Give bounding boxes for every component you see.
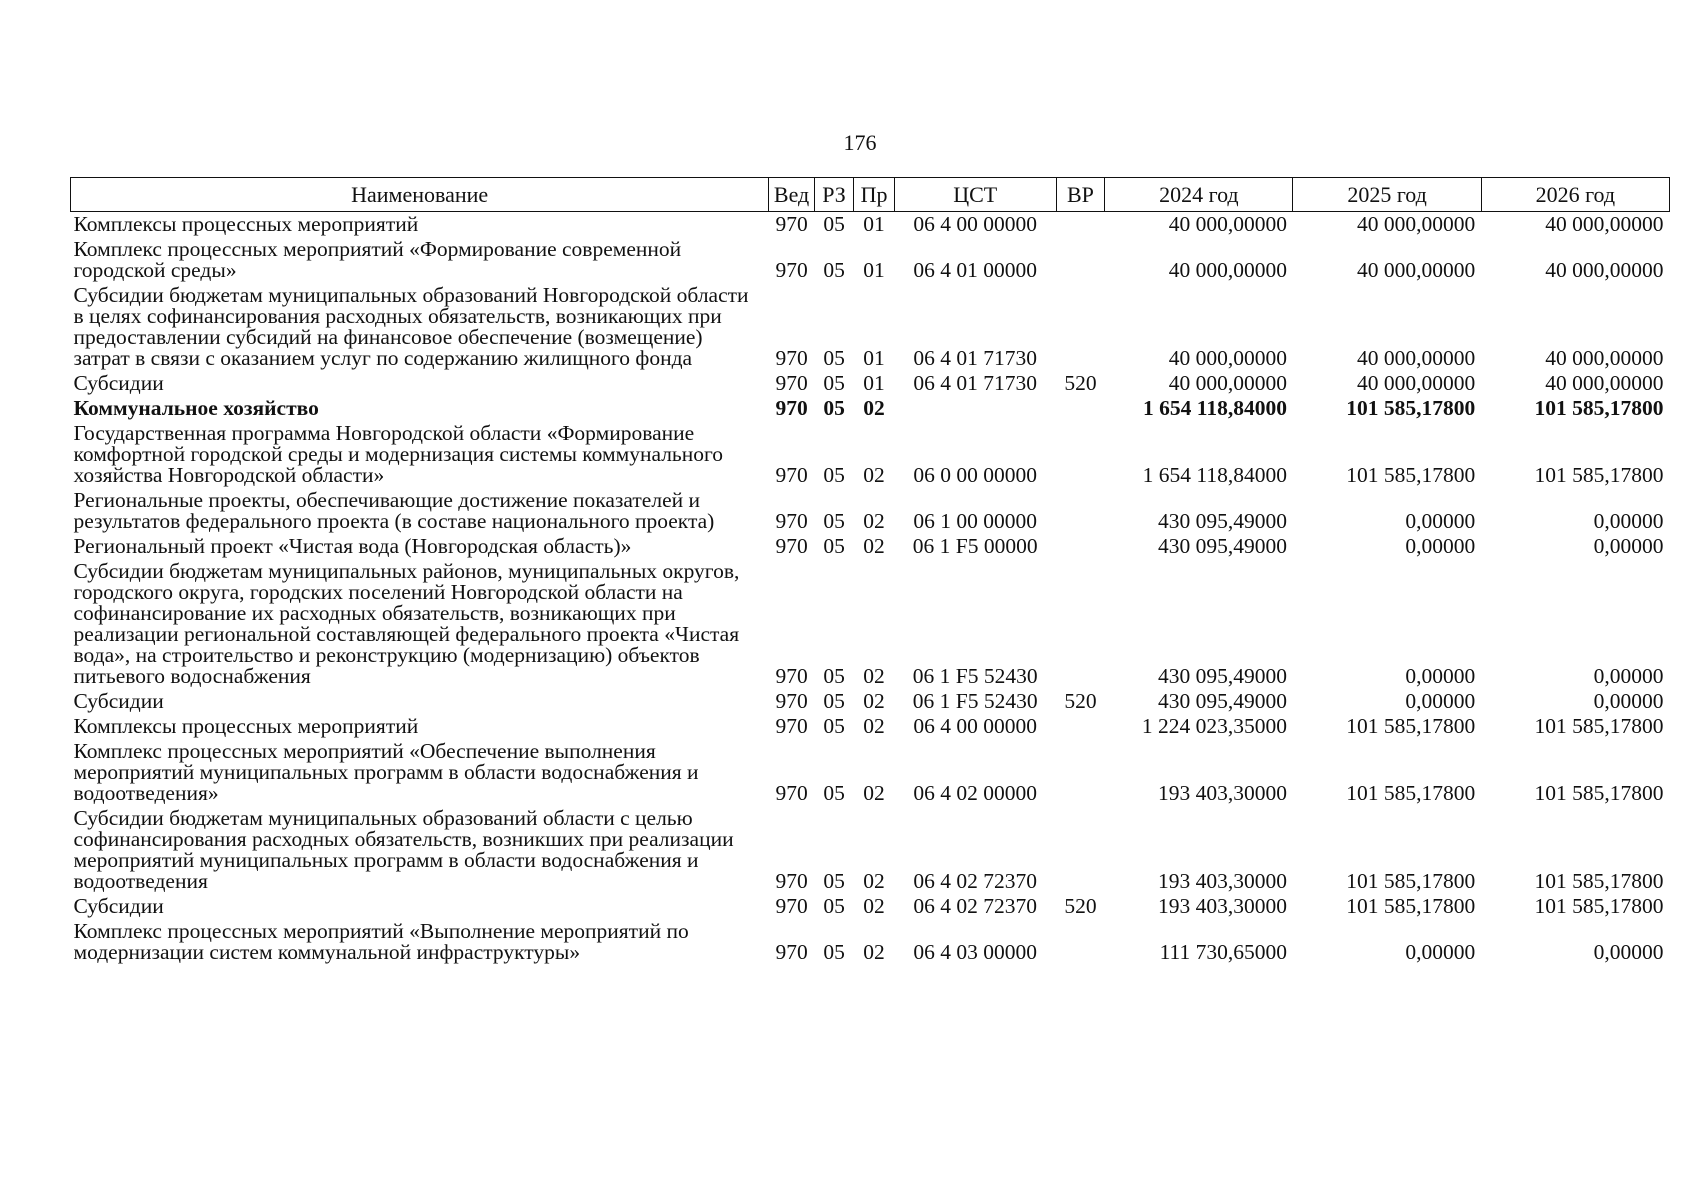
row-ved: 970 bbox=[775, 940, 808, 964]
row-vr bbox=[1056, 421, 1105, 488]
row-2026: 0,00000 bbox=[1593, 689, 1664, 713]
row-2025: 101 585,17800 bbox=[1346, 463, 1476, 487]
row-cst: 06 4 00 00000 bbox=[913, 714, 1038, 738]
row-2026: 0,00000 bbox=[1593, 664, 1664, 688]
row-2024: 1 654 118,84000 bbox=[1143, 396, 1287, 420]
row-2026: 0,00000 bbox=[1593, 534, 1664, 558]
header-cst: ЦСТ bbox=[894, 178, 1056, 212]
row-rz: 05 bbox=[823, 781, 845, 805]
row-rz: 05 bbox=[823, 346, 845, 370]
header-ved: Вед bbox=[769, 178, 815, 212]
row-name: Комплекс процессных мероприятий «Обеспечение выполнения мероприятий муниципальных программ в области водоснабжения и водоотведения» bbox=[73, 739, 699, 805]
row-ved: 970 bbox=[775, 258, 808, 282]
row-ved: 970 bbox=[775, 869, 808, 893]
row-vr bbox=[1056, 237, 1105, 283]
header-name: Наименование bbox=[71, 178, 769, 212]
row-name: Государственная программа Новгородской области «Формирование комфортной городской среды и модернизация системы коммунального хозяйства Новгородской области» bbox=[73, 421, 724, 487]
row-2025: 40 000,00000 bbox=[1356, 371, 1476, 395]
row-ved: 970 bbox=[775, 346, 808, 370]
table-row bbox=[71, 714, 1670, 739]
row-pr: 02 bbox=[863, 509, 885, 533]
row-vr bbox=[1056, 212, 1105, 238]
row-rz: 05 bbox=[823, 689, 845, 713]
row-ved: 970 bbox=[775, 664, 808, 688]
row-pr: 02 bbox=[863, 940, 885, 964]
row-vr bbox=[1056, 739, 1105, 806]
header-vr: ВР bbox=[1056, 178, 1105, 212]
row-vr bbox=[1056, 283, 1105, 371]
row-pr: 02 bbox=[863, 781, 885, 805]
table-row bbox=[71, 806, 1670, 894]
row-2026: 101 585,17800 bbox=[1534, 463, 1664, 487]
row-cst: 06 1 F5 52430 bbox=[912, 664, 1038, 688]
row-cst: 06 1 F5 52430 bbox=[912, 689, 1038, 713]
row-2024: 40 000,00000 bbox=[1168, 371, 1287, 395]
row-pr: 01 bbox=[863, 212, 885, 236]
row-ved: 970 bbox=[775, 212, 808, 236]
row-rz: 05 bbox=[823, 258, 845, 282]
row-2024: 430 095,49000 bbox=[1157, 509, 1287, 533]
row-2025: 0,00000 bbox=[1405, 534, 1476, 558]
row-cst: 06 4 02 00000 bbox=[913, 781, 1038, 805]
row-2024: 40 000,00000 bbox=[1168, 212, 1287, 236]
table-row bbox=[71, 488, 1670, 534]
table-row bbox=[71, 689, 1670, 714]
row-2025: 101 585,17800 bbox=[1346, 894, 1476, 918]
row-rz: 05 bbox=[823, 509, 845, 533]
row-2026: 101 585,17800 bbox=[1534, 714, 1664, 738]
header-2024: 2024 год bbox=[1105, 178, 1293, 212]
row-2025: 101 585,17800 bbox=[1346, 396, 1476, 420]
row-cst: 06 4 01 71730 bbox=[913, 371, 1038, 395]
row-2024: 193 403,30000 bbox=[1157, 869, 1287, 893]
table-row bbox=[71, 212, 1670, 238]
row-vr: 520 bbox=[1064, 371, 1097, 395]
header-pr: Пр bbox=[854, 178, 894, 212]
row-name: Коммунальное хозяйство bbox=[73, 396, 319, 420]
table-row bbox=[71, 559, 1670, 689]
row-cst: 06 4 01 00000 bbox=[913, 258, 1038, 282]
row-rz: 05 bbox=[823, 463, 845, 487]
table-row bbox=[71, 421, 1670, 488]
row-name: Субсидии bbox=[73, 371, 164, 395]
row-pr: 02 bbox=[863, 664, 885, 688]
row-2024: 193 403,30000 bbox=[1157, 894, 1287, 918]
row-2025: 101 585,17800 bbox=[1346, 714, 1476, 738]
row-2024: 430 095,49000 bbox=[1157, 689, 1287, 713]
row-pr: 02 bbox=[863, 463, 885, 487]
row-2024: 430 095,49000 bbox=[1157, 664, 1287, 688]
row-name: Субсидии бюджетам муниципальных образований Новгородской области в целях софинансирования расходных обязательств, возникающих при предоставлении субсидий на финансовое обеспечение (возмещение) затрат в связи с оказанием услуг по содержанию жилищного фонда bbox=[73, 283, 749, 370]
row-2026: 101 585,17800 bbox=[1534, 396, 1664, 420]
row-name: Субсидии bbox=[73, 894, 164, 918]
row-ved: 970 bbox=[775, 509, 808, 533]
row-cst: 06 4 02 72370 bbox=[913, 869, 1038, 893]
row-rz: 05 bbox=[823, 664, 845, 688]
row-2024: 40 000,00000 bbox=[1168, 258, 1287, 282]
row-name: Региональный проект «Чистая вода (Новгородская область)» bbox=[73, 534, 632, 558]
row-2026: 101 585,17800 bbox=[1534, 869, 1664, 893]
row-pr: 02 bbox=[863, 869, 885, 893]
row-cst: 06 1 00 00000 bbox=[913, 509, 1038, 533]
row-rz: 05 bbox=[823, 212, 845, 236]
row-ved: 970 bbox=[775, 714, 808, 738]
table-row bbox=[71, 237, 1670, 283]
row-pr: 02 bbox=[863, 894, 885, 918]
row-cst: 06 4 00 00000 bbox=[913, 212, 1038, 236]
row-vr bbox=[1056, 396, 1105, 421]
row-ved: 970 bbox=[775, 396, 808, 420]
row-name: Комплексы процессных мероприятий bbox=[73, 714, 419, 738]
table-row bbox=[71, 371, 1670, 396]
row-2025: 101 585,17800 bbox=[1346, 781, 1476, 805]
row-name: Комплексы процессных мероприятий bbox=[73, 212, 419, 236]
row-2024: 193 403,30000 bbox=[1157, 781, 1287, 805]
row-cst: 06 0 00 00000 bbox=[913, 463, 1038, 487]
row-rz: 05 bbox=[823, 371, 845, 395]
row-name: Комплекс процессных мероприятий «Выполнение мероприятий по модернизации систем коммунальной инфраструктуры» bbox=[73, 919, 689, 964]
header-rz: РЗ bbox=[814, 178, 853, 212]
row-vr bbox=[1056, 714, 1105, 739]
row-2025: 0,00000 bbox=[1405, 664, 1476, 688]
row-ved: 970 bbox=[775, 689, 808, 713]
row-2026: 101 585,17800 bbox=[1534, 894, 1664, 918]
row-2026: 101 585,17800 bbox=[1534, 781, 1664, 805]
row-2025: 0,00000 bbox=[1405, 689, 1476, 713]
row-2024: 1 224 023,35000 bbox=[1141, 714, 1287, 738]
row-ved: 970 bbox=[775, 781, 808, 805]
row-name: Субсидии bbox=[73, 689, 164, 713]
row-rz: 05 bbox=[823, 396, 845, 420]
row-rz: 05 bbox=[823, 894, 845, 918]
row-rz: 05 bbox=[823, 534, 845, 558]
row-pr: 01 bbox=[863, 371, 885, 395]
row-ved: 970 bbox=[775, 894, 808, 918]
row-vr bbox=[1056, 559, 1105, 689]
table-row bbox=[71, 283, 1670, 371]
row-2026: 40 000,00000 bbox=[1545, 258, 1664, 282]
row-ved: 970 bbox=[775, 534, 808, 558]
row-pr: 01 bbox=[863, 258, 885, 282]
row-name: Субсидии бюджетам муниципальных районов, муниципальных округов, городского округа, городских поселений Новгородской области на софинансирование их расходных обязательств, возникающих при реализации региональной составляющей федерального проекта «Чистая вода», на строительство и реконструкцию (модернизацию) объектов питьевого водоснабжения bbox=[73, 559, 740, 688]
table-row bbox=[71, 534, 1670, 559]
row-2025: 101 585,17800 bbox=[1346, 869, 1476, 893]
table-row bbox=[71, 739, 1670, 806]
row-2025: 0,00000 bbox=[1405, 509, 1476, 533]
row-2026: 0,00000 bbox=[1593, 940, 1664, 964]
budget-table bbox=[70, 177, 1670, 965]
row-2024: 430 095,49000 bbox=[1157, 534, 1287, 558]
row-2026: 40 000,00000 bbox=[1545, 212, 1664, 236]
row-pr: 01 bbox=[863, 346, 885, 370]
row-name: Региональные проекты, обеспечивающие достижение показателей и результатов федерального проекта (в составе национального проекта) bbox=[73, 488, 715, 533]
row-vr bbox=[1056, 534, 1105, 559]
table-row bbox=[71, 919, 1670, 965]
header-2026: 2026 год bbox=[1481, 178, 1669, 212]
row-2024: 40 000,00000 bbox=[1168, 346, 1287, 370]
row-pr: 02 bbox=[863, 714, 885, 738]
row-ved: 970 bbox=[775, 463, 808, 487]
header-2025: 2025 год bbox=[1293, 178, 1481, 212]
row-cst: 06 4 02 72370 bbox=[913, 894, 1038, 918]
row-cst: 06 4 03 00000 bbox=[913, 940, 1038, 964]
table-header-row bbox=[71, 178, 1670, 212]
page-number: 176 bbox=[843, 130, 877, 155]
row-2026: 40 000,00000 bbox=[1545, 346, 1664, 370]
row-vr: 520 bbox=[1064, 894, 1097, 918]
row-2026: 40 000,00000 bbox=[1545, 371, 1664, 395]
row-cst: 06 4 01 71730 bbox=[913, 346, 1038, 370]
table-row bbox=[71, 396, 1670, 421]
row-rz: 05 bbox=[823, 869, 845, 893]
row-vr bbox=[1056, 806, 1105, 894]
row-2025: 40 000,00000 bbox=[1356, 258, 1476, 282]
row-vr bbox=[1056, 488, 1105, 534]
row-cst bbox=[894, 396, 1056, 421]
row-vr bbox=[1056, 919, 1105, 965]
table-row bbox=[71, 894, 1670, 919]
row-2025: 40 000,00000 bbox=[1356, 346, 1476, 370]
row-name: Субсидии бюджетам муниципальных образований области с целью софинансирования расходных обязательств, возникших при реализации мероприятий муниципальных программ в области водоснабжения и водоотведения bbox=[73, 806, 734, 893]
row-pr: 02 bbox=[863, 689, 885, 713]
row-2025: 40 000,00000 bbox=[1356, 212, 1476, 236]
row-cst: 06 1 F5 00000 bbox=[912, 534, 1038, 558]
row-pr: 02 bbox=[863, 534, 885, 558]
row-2025: 0,00000 bbox=[1405, 940, 1476, 964]
row-name: Комплекс процессных мероприятий «Формирование современной городской среды» bbox=[73, 237, 682, 282]
row-pr: 02 bbox=[863, 396, 885, 420]
row-ved: 970 bbox=[775, 371, 808, 395]
row-rz: 05 bbox=[823, 940, 845, 964]
row-2024: 111 730,65000 bbox=[1159, 940, 1287, 964]
row-2024: 1 654 118,84000 bbox=[1142, 463, 1287, 487]
row-2026: 0,00000 bbox=[1593, 509, 1664, 533]
table-body bbox=[71, 212, 1670, 966]
row-vr: 520 bbox=[1064, 689, 1097, 713]
row-rz: 05 bbox=[823, 714, 845, 738]
